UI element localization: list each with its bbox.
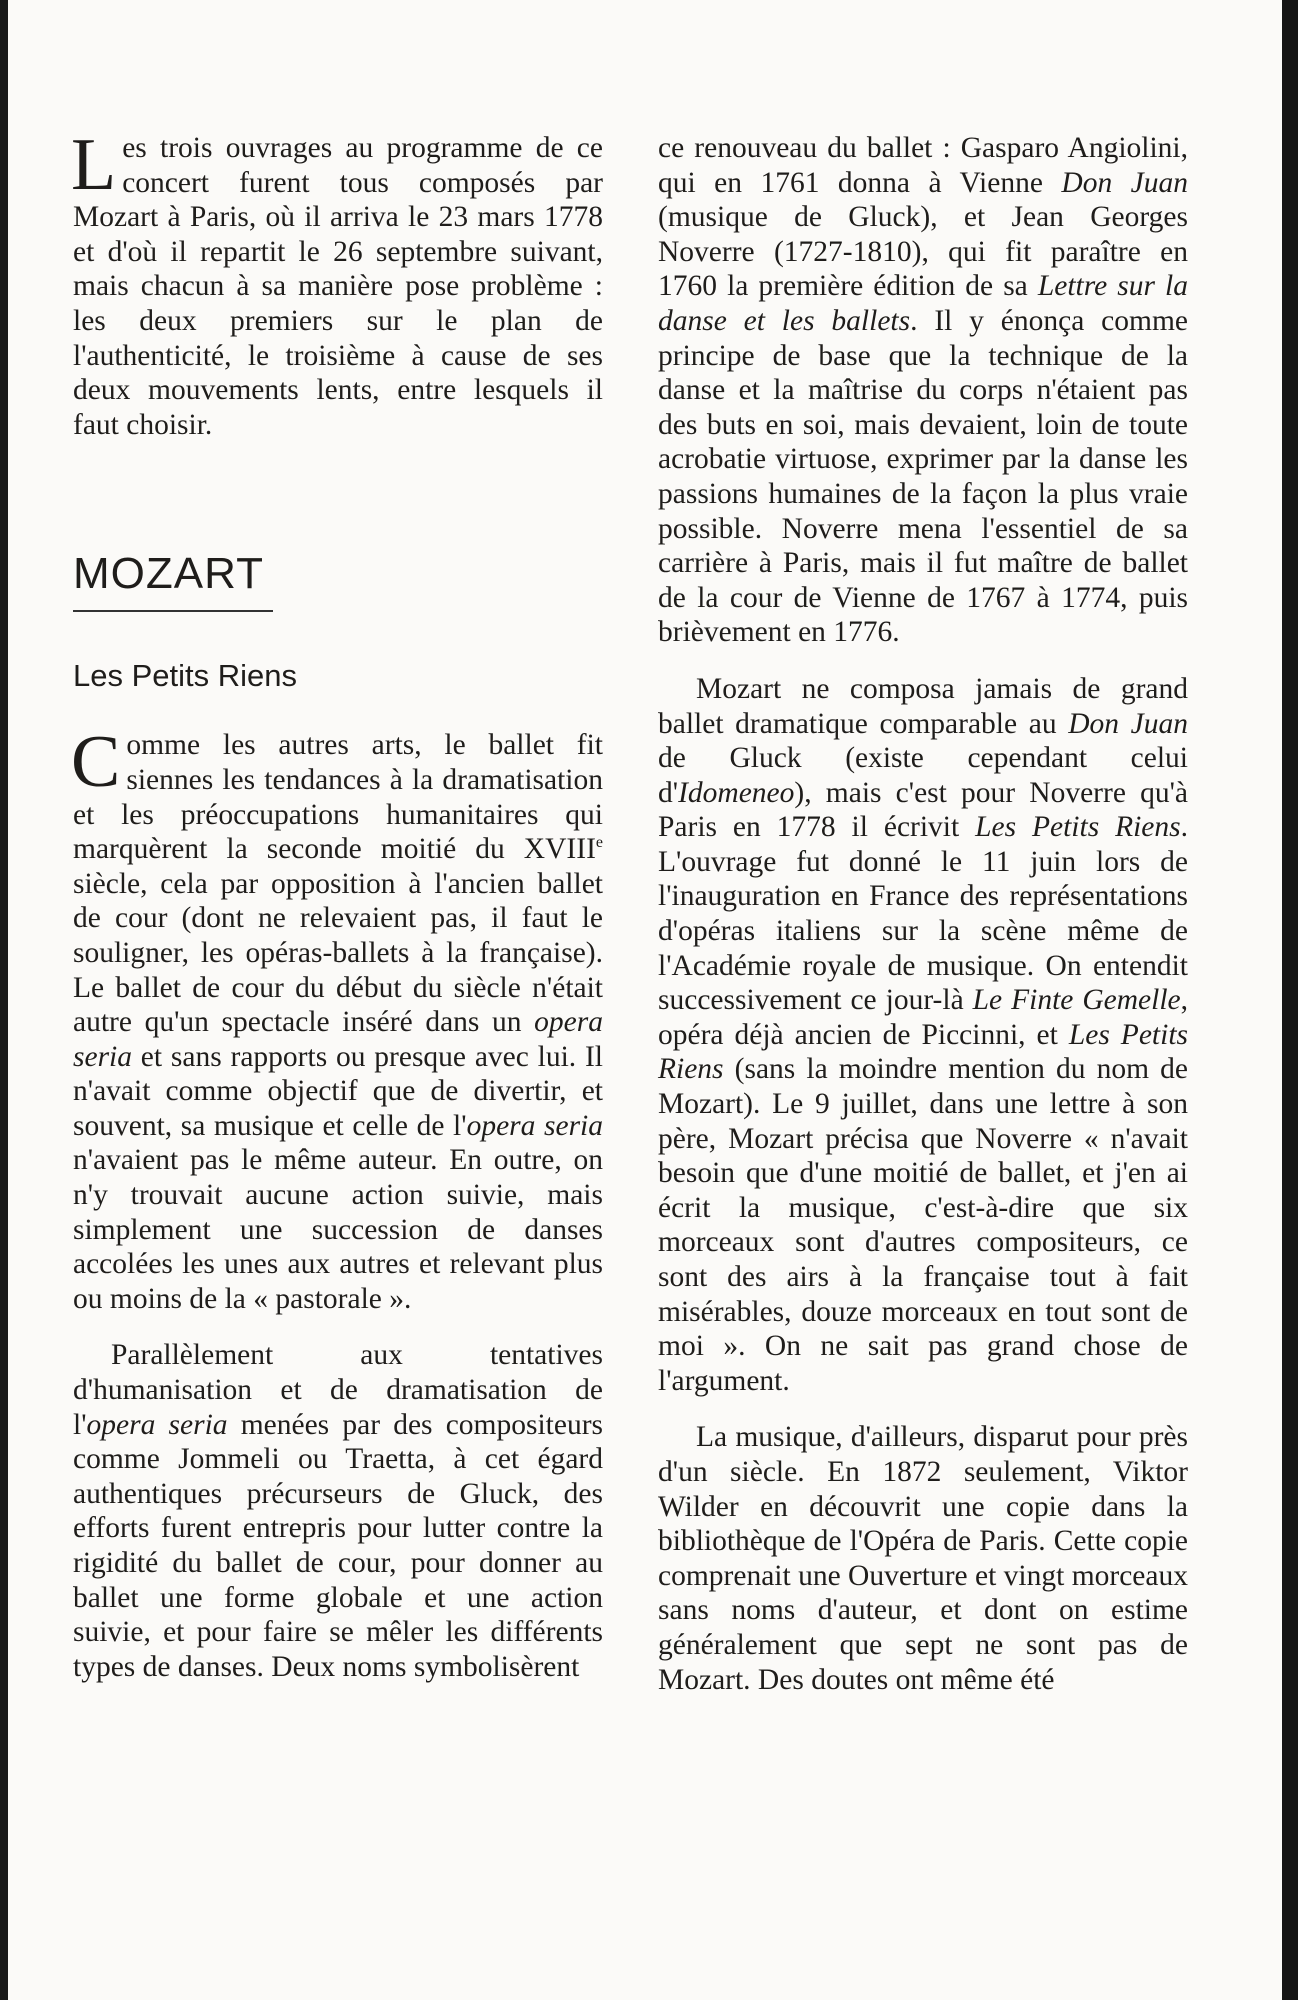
text-run: , opéra déjà ancien de Piccinni, et bbox=[658, 984, 1188, 1051]
italic-term: opera seria bbox=[86, 1408, 228, 1441]
left-column bbox=[71, 124, 604, 1684]
text-run: ce renouveau du ballet : Gasparo Angiolini, qui en 1761 donna à Vienne bbox=[658, 132, 1188, 199]
scan-edge-left bbox=[0, 0, 8, 2000]
paragraph-1 bbox=[71, 721, 603, 1316]
intro-text: es trois ouvrages au programme de ce concert furent tous composés par Mozart à Paris, où il arriva le 23 mars 1778 et d'où il repartit le 26 septembre suivant, mais chacun à sa manière pose problème : les deux premiers sur le plan de l'authenticité, le troisième à cause de ses deux mouvements lents, entre lesquels il faut choisir. bbox=[73, 132, 603, 441]
text-run: . L'ouvrage fut donné le 11 juin lors de l'inauguration en France des représentations d'opéras italiens sur la scène même de l'Académie royale de musique. On entendit successivement ce jour-là bbox=[658, 811, 1188, 1017]
paragraph-1-dropcap: C bbox=[71, 721, 121, 804]
text-run: (sans la moindre mention du nom de Mozart). Le 9 juillet, dans une lettre à son père, Mozart précisa que Noverre « n'avait besoin que d'une moitié de ballet, et j'en ai écrit la musique, c'est-à-dire que six morceaux sont d'autres compositeurs, ce sont des airs à la française tout à fait misérables, douze morceaux en tout sont de moi ». On ne sait pas grand chose de l'argument. bbox=[658, 1053, 1188, 1397]
text-run: menées par des compositeurs comme Jommeli ou Traetta, à cet égard authentiques précurseurs de Gluck, des efforts furent entrepris pour lutter contre la rigidité du ballet de cour, pour donner au ballet une forme globale et une action suivie, et pour faire se mêler les différents types de danses. Deux noms symbolisèrent bbox=[73, 1408, 604, 1683]
paragraph-2-continued bbox=[658, 131, 1188, 650]
paragraph-3 bbox=[658, 672, 1188, 1398]
italic-title: Lettre sur la danse et les ballets bbox=[658, 270, 1188, 337]
intro-paragraph bbox=[71, 124, 603, 442]
italic-term: opera seria bbox=[466, 1109, 603, 1142]
text-run: n'avaient pas le même auteur. En outre, on n'y trouvait aucune action suivie, mais simplement une succession de danses accolées les unes aux autres et relevant plus ou moins de la « pastorale ». bbox=[73, 1144, 603, 1315]
intro-dropcap: L bbox=[71, 124, 117, 206]
right-column bbox=[658, 131, 1188, 1697]
text-run: de Gluck (existe cependant celui d' bbox=[658, 742, 1188, 809]
italic-title: Idomeneo bbox=[678, 776, 795, 809]
text-run: La musique, d'ailleurs, disparut pour près d'un siècle. En 1872 seulement, Viktor Wilder en découvrit une copie dans la bibliothèque de l'Opéra de Paris. Cette copie comprenait une Ouverture et vingt morceaux sans noms d'auteur, et dont on estime généralement que sept ne sont pas de Mozart. Des doutes ont même été bbox=[658, 1421, 1188, 1696]
text-run: siècle, cela par opposition à l'ancien ballet de cour (dont ne relevaient pas, il faut le souligner, les opéras-ballets à la française). Le ballet de cour du début du siècle n'était autre qu'un spectacle inséré dans un bbox=[73, 867, 603, 1039]
italic-title: Les Petits Riens bbox=[975, 811, 1181, 844]
text-run: Parallèlement aux tentatives d'humanisation et de dramatisation de l' bbox=[73, 1339, 603, 1441]
italic-term: opera seria bbox=[73, 1006, 603, 1073]
section-subheading: Les Petits Riens bbox=[73, 658, 297, 694]
paragraph-4 bbox=[658, 1420, 1188, 1697]
paragraph-2 bbox=[73, 1338, 603, 1684]
text-run: Mozart ne composa jamais de grand ballet dramatique comparable au bbox=[658, 672, 1188, 740]
section-heading: MOZART bbox=[73, 552, 273, 612]
italic-title: Don Juan bbox=[1061, 166, 1189, 199]
italic-title: Le Finte Gemelle bbox=[972, 984, 1181, 1017]
scan-edge-right bbox=[1282, 0, 1298, 2000]
superscript: e bbox=[595, 834, 603, 852]
text-run: et sans rapports ou presque avec lui. Il n'avait comme objectif que de divertir, et souvent, sa musique et celle de l' bbox=[73, 1040, 603, 1142]
text-run: (musique de Gluck), et Jean Georges Noverre (1727-1810), qui fit paraître en 1760 la première édition de sa bbox=[658, 201, 1188, 303]
text-run: ), mais c'est pour Noverre qu'à Paris en 1778 il écrivit bbox=[658, 776, 1188, 844]
text-run: . Il y énonça comme principe de base que la technique de la danse et la maîtrise du corps n'étaient pas des buts en soi, mais devaient, loin de toute acrobatie virtuose, exprimer par la danse les passions humaines de la façon la plus vraie possible. Noverre mena l'essentiel de sa carrière à Paris, mais il fut maître de ballet de la cour de Vienne de 1767 à 1774, puis brièvement en 1776. bbox=[658, 304, 1188, 649]
italic-title: Les Petits Riens bbox=[658, 1018, 1188, 1086]
italic-title: Don Juan bbox=[1068, 707, 1188, 740]
text-run: omme les autres arts, le ballet fit siennes les tendances à la dramatisation et les préoccupations humanitaires qui marquèrent la seconde moitié du XVIII bbox=[73, 729, 603, 866]
